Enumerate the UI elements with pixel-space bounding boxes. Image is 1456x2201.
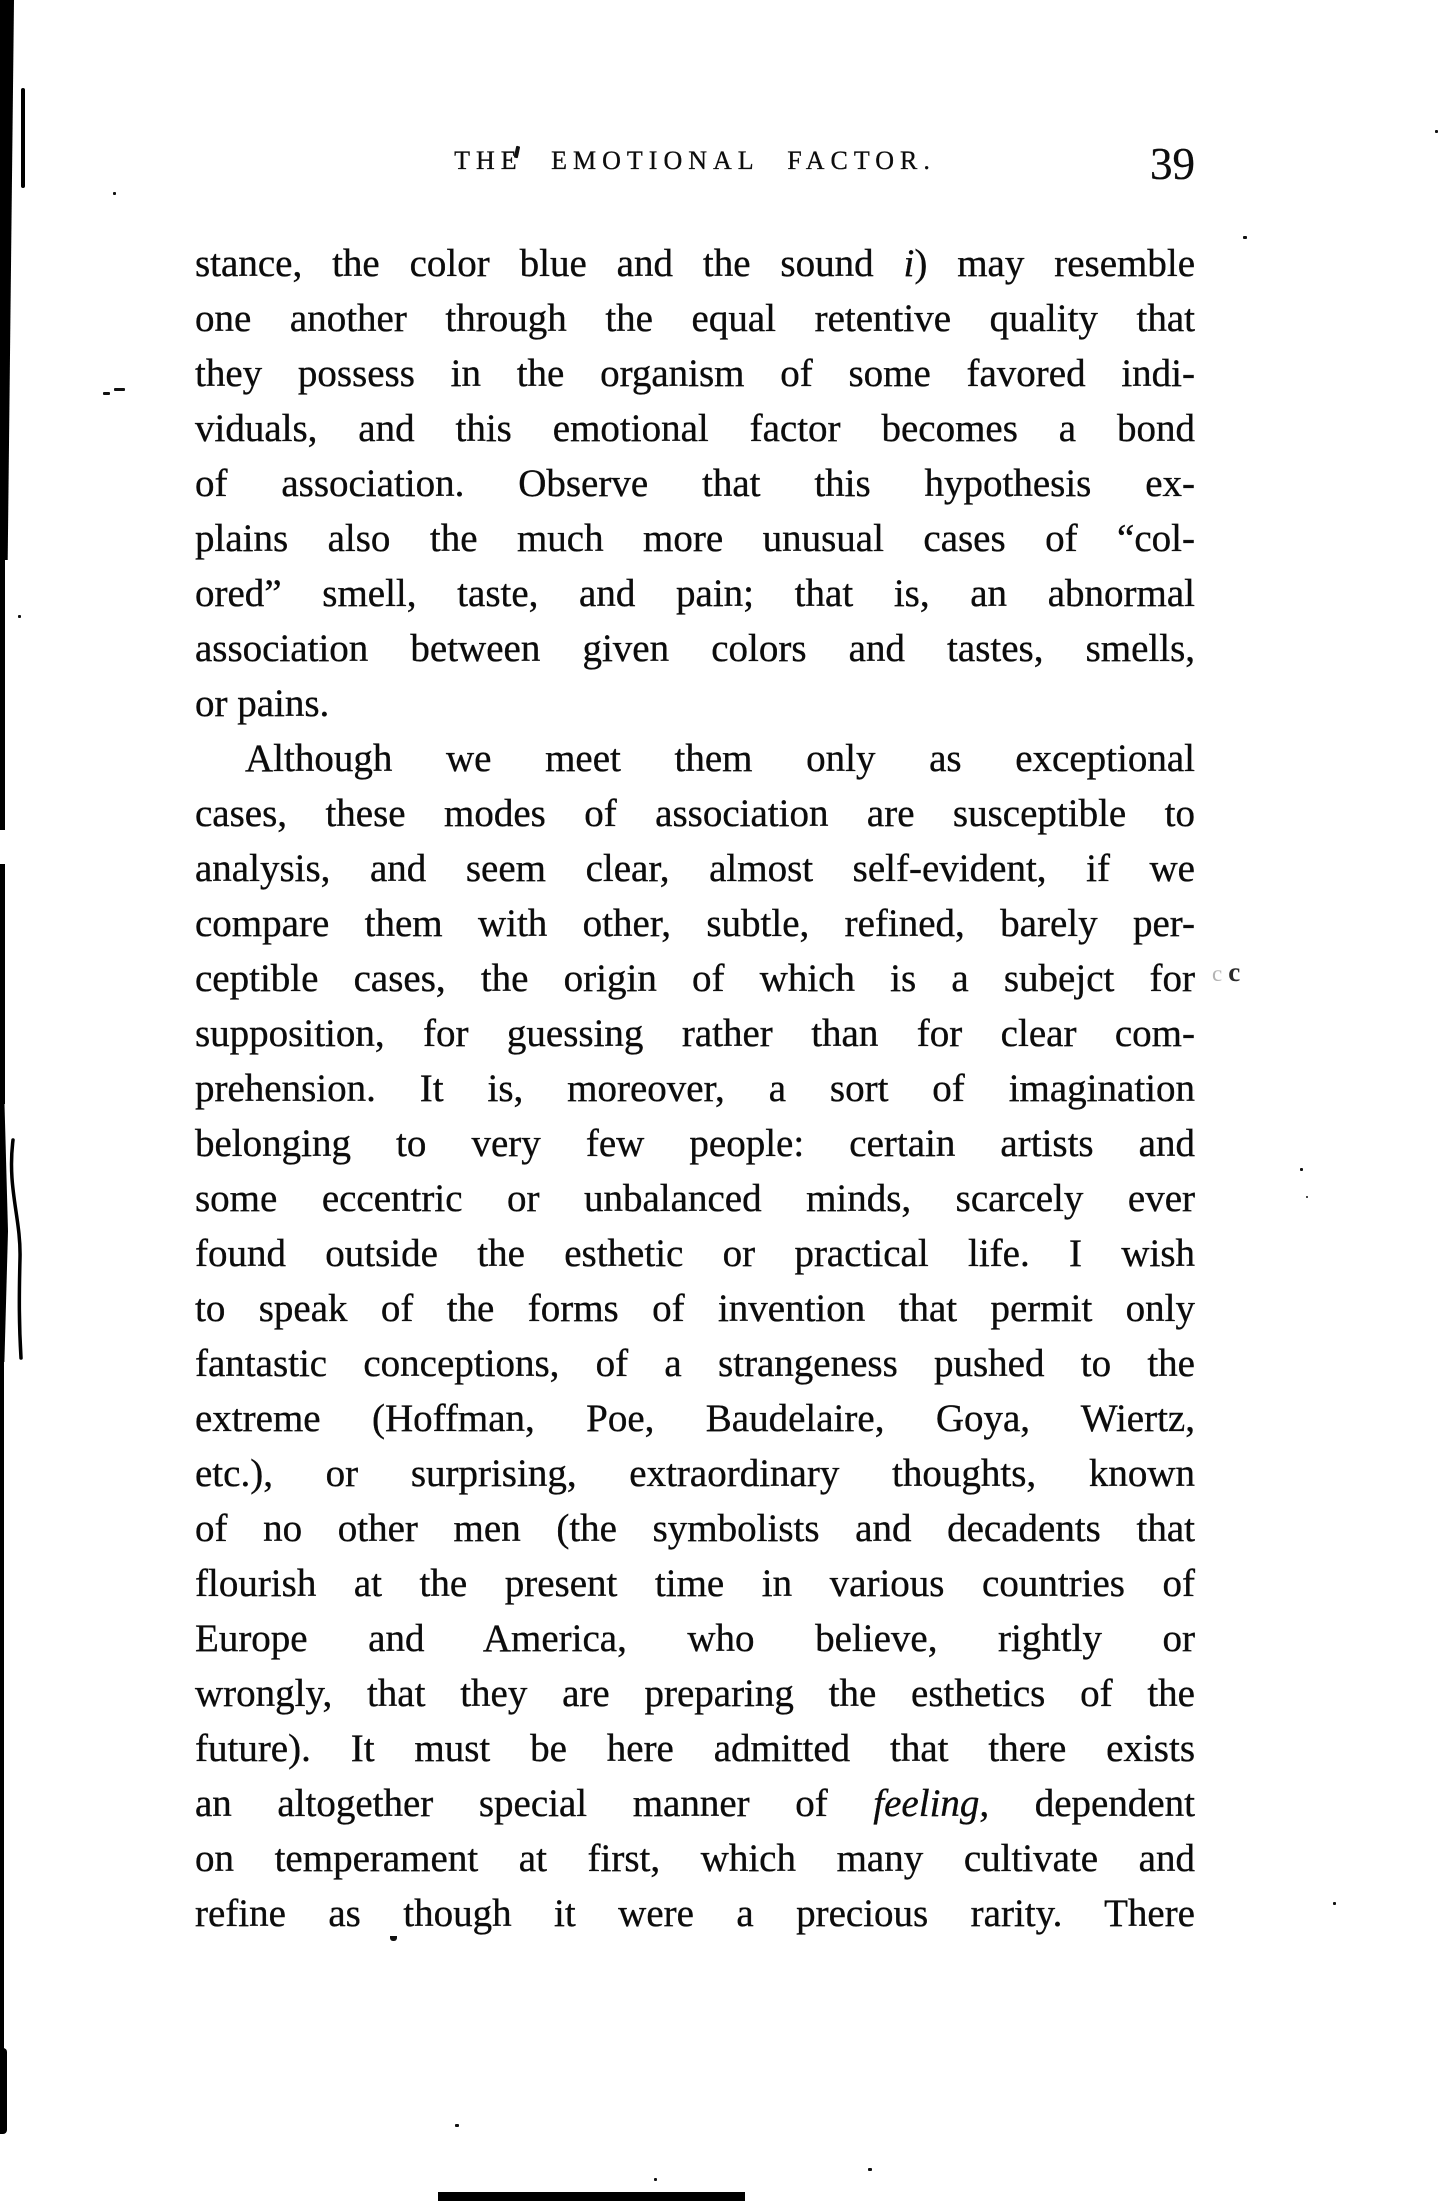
scan-edge-bar-low bbox=[0, 1358, 4, 2050]
text-line: wrongly, that they are preparing the esthetics of the bbox=[195, 1672, 1195, 1715]
text-line: Europe and America, who believe, rightly or bbox=[195, 1617, 1195, 1660]
text-line: or pains. bbox=[195, 682, 330, 725]
scan-edge-bar-mid2 bbox=[0, 864, 5, 1104]
text-line: association between given colors and tastes, smells, bbox=[195, 627, 1195, 670]
text-line: refine as though it were a precious rarity. There bbox=[195, 1892, 1195, 1935]
scan-edge-bar-bottom bbox=[438, 2192, 745, 2201]
marginal-mark-faint: c bbox=[1212, 961, 1225, 986]
text-line: viduals, and this emotional factor becomes a bond bbox=[195, 407, 1195, 450]
scan-edge-bar-mid bbox=[0, 552, 5, 830]
text-line: cases, these modes of association are susceptible to bbox=[195, 792, 1195, 835]
scan-speck bbox=[113, 192, 116, 195]
text-line: flourish at the present time in various countries of bbox=[195, 1562, 1195, 1605]
text-line: stance, the color blue and the sound i) may resemble bbox=[195, 242, 1196, 285]
text-line: belonging to very few people: certain artists and bbox=[195, 1122, 1195, 1165]
text-line: found outside the esthetic or practical life. I wish bbox=[195, 1232, 1195, 1275]
scan-speck bbox=[103, 392, 110, 395]
scan-edge-bar-blob bbox=[0, 2048, 7, 2134]
text-line: analysis, and seem clear, almost self-evident, if we bbox=[195, 847, 1195, 890]
scan-speck bbox=[1243, 236, 1247, 239]
scan-edge-bar-top bbox=[0, 0, 14, 560]
text-line: etc.), or surprising, extraordinary thoughts, known bbox=[195, 1452, 1195, 1495]
scan-speck bbox=[1306, 1196, 1308, 1198]
text-line: fantastic conceptions, of a strangeness pushed to the bbox=[195, 1342, 1195, 1385]
scan-speck bbox=[455, 2124, 459, 2127]
text-line: one another through the equal retentive quality that bbox=[195, 297, 1195, 340]
scan-speck bbox=[654, 2178, 657, 2181]
text-line: of no other men (the symbolists and decadents that bbox=[195, 1507, 1195, 1550]
pen-stroke-upper bbox=[21, 88, 25, 188]
scan-speck bbox=[114, 388, 125, 391]
text-line: some eccentric or unbalanced minds, scarcely ever bbox=[195, 1177, 1195, 1220]
marginal-annotation bbox=[1212, 952, 1282, 992]
scan-speck bbox=[18, 615, 21, 618]
text-line: of association. Observe that this hypothesis ex- bbox=[195, 462, 1195, 505]
text-line: prehension. It is, moreover, a sort of imagination bbox=[195, 1067, 1195, 1110]
scan-speck bbox=[1435, 130, 1438, 133]
text-line: plains also the much more unusual cases of “col- bbox=[195, 517, 1195, 560]
text-line: compare them with other, subtle, refined, barely per- bbox=[195, 902, 1195, 945]
text-line: extreme (Hoffman, Poe, Baudelaire, Goya, Wiertz, bbox=[195, 1397, 1195, 1440]
scan-speck bbox=[868, 2168, 872, 2171]
text-line: supposition, for guessing rather than for clear com- bbox=[195, 1012, 1195, 1055]
marginal-mark-dark: c bbox=[1228, 957, 1241, 987]
page-number: 39 bbox=[1150, 139, 1195, 189]
running-head: THE EMOTIONAL FACTOR. bbox=[454, 146, 936, 175]
body-text bbox=[195, 236, 1195, 1941]
text-line: to speak of the forms of invention that permit only bbox=[195, 1287, 1195, 1330]
pen-stroke-curved bbox=[4, 1138, 30, 1362]
text-line: Although we meet them only as exceptional bbox=[245, 737, 1195, 780]
scan-speck bbox=[1300, 1168, 1303, 1171]
text-line: an altogether special manner of feeling, dependent bbox=[195, 1782, 1196, 1825]
text-line: future). It must be here admitted that there exists bbox=[195, 1727, 1195, 1770]
scan-speck bbox=[1333, 1902, 1336, 1905]
text-line: they possess in the organism of some favored indi- bbox=[195, 352, 1195, 395]
text-line: ceptible cases, the origin of which is a subejct for bbox=[195, 957, 1195, 1000]
text-line: on temperament at first, which many cultivate and bbox=[195, 1837, 1195, 1880]
text-line: ored” smell, taste, and pain; that is, an abnormal bbox=[195, 572, 1195, 615]
